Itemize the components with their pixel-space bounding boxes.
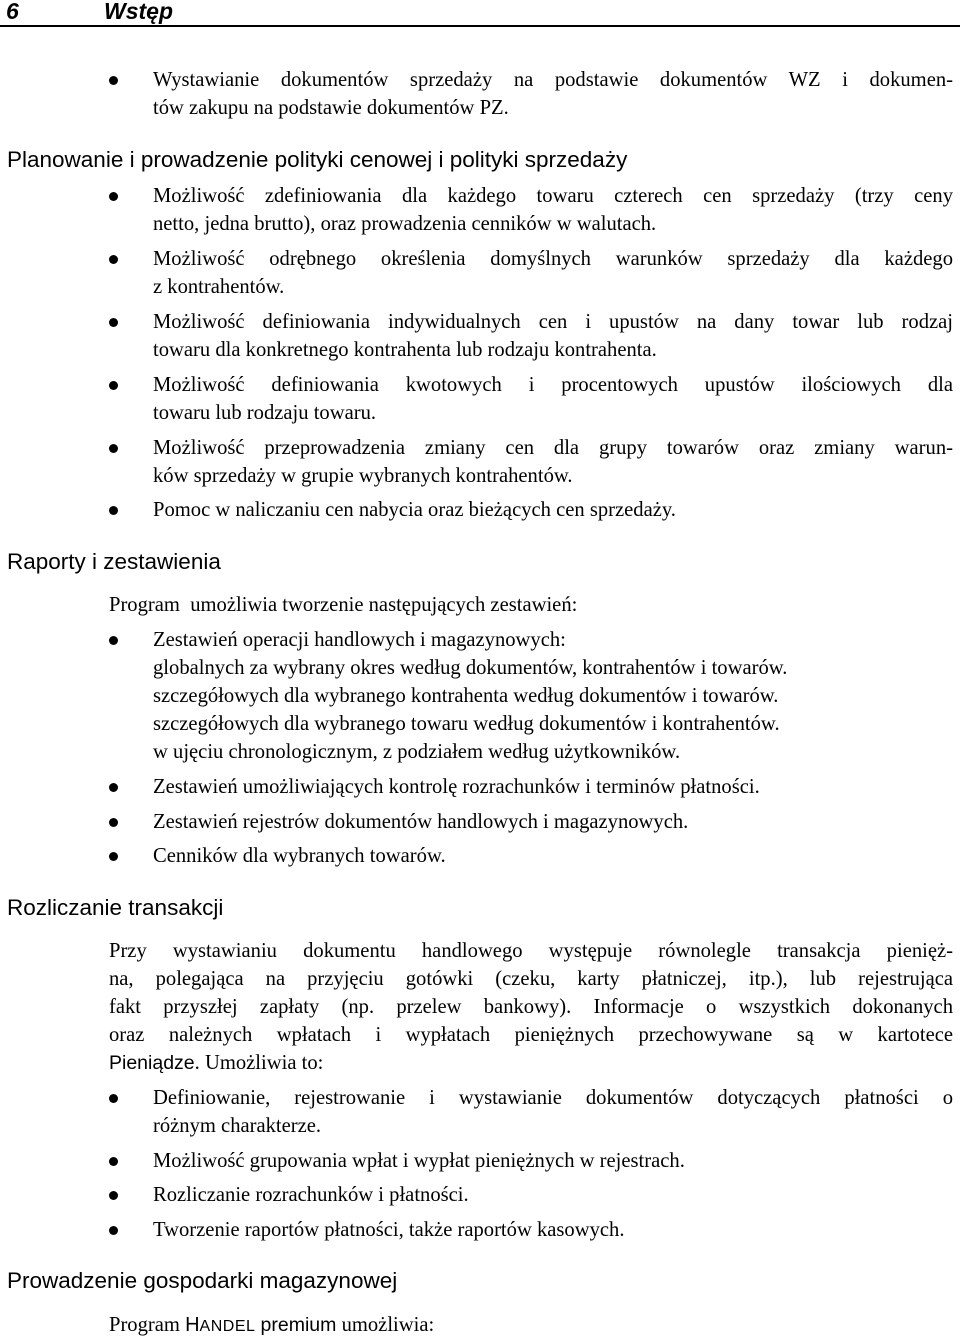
list-item	[153, 434, 953, 490]
list-item-line: towaru lub rodzaju towaru.	[153, 402, 377, 424]
list-item-line: Zestawień operacji handlowych i magazynowych:	[153, 629, 566, 651]
list-item-line: Pomoc w naliczaniu cen nabycia oraz bieżących cen sprzedaży.	[153, 499, 676, 521]
paragraph-line: fakt przyszłej zapłaty (np. przelew bankowy). Informacje o wszystkich dokonanych	[109, 996, 953, 1018]
list-item-line: ków sprzedaży w grupie wybranych kontrahentów.	[153, 465, 573, 487]
list-item-line: Możliwość zdefiniowania dla każdego towaru czterech cen sprzedaży (trzy ceny	[153, 185, 953, 207]
paragraph-line: na, polegająca na przyjęciu gotówki (czeku, karty płatniczej, itp.), lub rejestrująca	[109, 968, 953, 990]
list-item	[153, 1147, 953, 1175]
list-item-line: szczegółowych dla wybranego kontrahenta według dokumentów i towarów.	[153, 685, 779, 707]
list-item	[153, 245, 953, 301]
list-item-line: Zestawień umożliwiających kontrolę rozrachunków i terminów płatności.	[153, 776, 760, 798]
list-item-line: netto, jedna brutto), oraz prowadzenia cenników w walutach.	[153, 213, 657, 235]
bullet-icon	[109, 852, 118, 861]
bullet-icon	[109, 318, 118, 327]
bullet-icon	[109, 444, 118, 453]
product-name-initial: H	[185, 1314, 200, 1336]
list-item-line: Tworzenie raportów płatności, także raportów kasowych.	[153, 1219, 625, 1241]
bullet-icon	[109, 255, 118, 264]
bullet-icon	[109, 1191, 118, 1200]
list-item-line: szczegółowych dla wybranego towaru według dokumentów i kontrahentów.	[153, 713, 780, 735]
list-item-line: Możliwość odrębnego określenia domyślnych warunków sprzedaży dla każdego	[153, 248, 953, 270]
list-item-line: Rozliczanie rozrachunków i płatności.	[153, 1184, 469, 1206]
bullet-icon	[109, 1226, 118, 1235]
paragraph-line	[109, 1049, 953, 1077]
paragraph-line: Program umożliwia tworzenie następujących zestawień:	[109, 594, 578, 616]
bullet-icon	[109, 381, 118, 390]
bullet-icon	[109, 506, 118, 515]
list-item-line: z kontrahentów.	[153, 276, 285, 298]
list-item-line: różnym charakterze.	[153, 1115, 322, 1137]
list-item-line: Wystawianie dokumentów sprzedaży na podstawie dokumentów WZ i dokumen-	[153, 69, 953, 91]
list-item	[153, 66, 953, 122]
paragraph-line: Przy wystawianiu dokumentu handlowego występuje równolegle transakcja pienięż-	[109, 940, 953, 962]
list-item	[153, 1084, 953, 1140]
list-item-line: tów zakupu na podstawie dokumentów PZ.	[153, 97, 509, 119]
product-name-rest: ANDEL	[199, 1318, 256, 1335]
bullet-icon	[109, 636, 118, 645]
list-item	[153, 842, 953, 870]
transactions-paragraph	[109, 937, 953, 1077]
list-item	[153, 1181, 953, 1209]
paragraph-line	[109, 1311, 953, 1341]
list-item-line: Cenników dla wybranych towarów.	[153, 845, 446, 867]
intro-prefix: Program	[109, 1314, 186, 1336]
running-header	[0, 0, 960, 28]
list-item	[153, 182, 953, 238]
reports-intro	[109, 591, 953, 619]
list-item	[153, 626, 953, 766]
bullet-icon	[109, 1094, 118, 1103]
paragraph-line: oraz należnych wpłatach i wypłatach pieniężnych przechowywane są w kartotece	[109, 1024, 953, 1046]
list-item-line: towaru dla konkretnego kontrahenta lub rodzaju kontrahenta.	[153, 339, 657, 361]
list-item-line: Możliwość przeprowadzenia zmiany cen dla grupy towarów oraz zmiany warun-	[153, 437, 953, 459]
bullet-icon	[109, 76, 118, 85]
list-item	[153, 371, 953, 427]
list-item-line: Zestawień rejestrów dokumentów handlowych i magazynowych.	[153, 811, 689, 833]
list-item-line: globalnych za wybrany okres według dokumentów, kontrahentów i towarów.	[153, 657, 788, 679]
header-rule	[0, 25, 960, 27]
paragraph-tail: . Umożliwia to:	[194, 1052, 324, 1074]
bullet-icon	[109, 783, 118, 792]
page-number: 6	[6, 0, 19, 24]
list-item	[153, 496, 953, 524]
bullet-icon	[109, 818, 118, 827]
section-heading-pricing: Planowanie i prowadzenie polityki cenowej i polityki sprzedaży	[7, 147, 628, 172]
module-name: Pieniądze	[109, 1052, 195, 1074]
warehouse-intro	[109, 1311, 953, 1341]
list-item-line: Możliwość definiowania kwotowych i procentowych upustów ilościowych dla	[153, 374, 953, 396]
section-heading-transactions: Rozliczanie transakcji	[7, 895, 224, 920]
product-edition: premium	[260, 1314, 337, 1336]
list-item-line: Definiowanie, rejestrowanie i wystawianie dokumentów dotyczących płatności o	[153, 1087, 953, 1109]
list-item	[153, 1216, 953, 1244]
list-item-line: w ujęciu chronologicznym, z podziałem według użytkowników.	[153, 741, 681, 763]
list-item-line: Możliwość definiowania indywidualnych cen i upustów na dany towar lub rodzaj	[153, 311, 953, 333]
list-item	[153, 773, 953, 801]
bullet-icon	[109, 1157, 118, 1166]
section-heading-warehouse: Prowadzenie gospodarki magazynowej	[7, 1268, 398, 1293]
intro-suffix: umożliwia:	[341, 1314, 435, 1336]
list-item-line: Możliwość grupowania wpłat i wypłat pieniężnych w rejestrach.	[153, 1150, 685, 1172]
list-item	[153, 308, 953, 364]
bullet-icon	[109, 192, 118, 201]
list-item	[153, 808, 953, 836]
section-heading-reports: Raporty i zestawienia	[7, 549, 221, 574]
chapter-title: Wstęp	[104, 0, 173, 24]
